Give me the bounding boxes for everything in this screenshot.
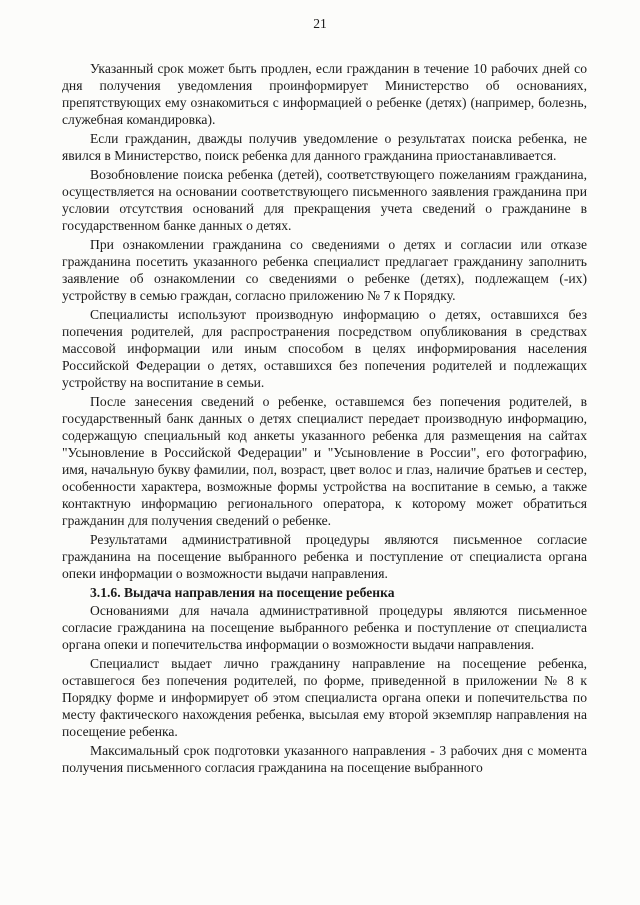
paragraph-referral-issuance: Специалист выдает лично гражданину направление на посещение ребенка, оставшегося без попечения родителей, по форме, приведенной в приложении № 8 к Порядку форме и информирует об этом специалиста органа опеки и попечительства по месту фактического нахождения ребенка, высылая ему второй экземпляр направления на посещение ребенка.: [62, 656, 587, 739]
paragraph-search-resumption: Возобновление поиска ребенка (детей), соответствующего пожеланиям гражданина, осуществляется на основании соответствующего письменного заявления гражданина при условии отсутствия оснований для прекращения учета сведений о гражданине в государственном банке данных о детях.: [62, 167, 587, 233]
page-body: [62, 60, 587, 778]
paragraph-procedure-results: Результатами административной процедуры являются письменное согласие гражданина на посещение выбранного ребенка и поступление от специалиста органа опеки информации о возможности выдачи направления.: [62, 532, 587, 581]
paragraph-search-suspension: Если гражданин, дважды получив уведомление о результатах поиска ребенка, не явился в Министерство, поиск ребенка для данного гражданина приостанавливается.: [62, 131, 587, 163]
page-number: 21: [313, 16, 327, 31]
paragraph-derived-info-usage: Специалисты используют производную информацию о детях, оставшихся без попечения родителей, для распространения посредством опубликования в средствах массовой информации или иным способом в целях информирования населения Российской Федерации о детях, оставшихся без попечения родителей и подлежащих устройству на воспитание в семьи.: [62, 307, 587, 390]
paragraph-max-term: Максимальный срок подготовки указанного направления - 3 рабочих дня с момента получения письменного согласия гражданина на посещение выбранного: [62, 743, 587, 775]
paragraph-term-extension: Указанный срок может быть продлен, если гражданин в течение 10 рабочих дней со дня получения уведомления проинформирует Министерство об основаниях, препятствующих ему ознакомиться с информацией о ребенке (детях) (например, болезнь, служебная командировка).: [62, 61, 587, 127]
paragraph-data-bank-entry: После занесения сведений о ребенке, оставшемся без попечения родителей, в государственный банк данных о детях специалист передает производную информацию, содержащую специальный код анкеты указанного ребенка для размещения на сайтах "Усыновление в Российской Федерации" и "Усыновление в России", его фотографию, имя, начальную букву фамилии, пол, возраст, цвет волос и глаз, наличие братьев и сестер, особенности характера, возможные формы устройства на воспитание в семью, а также контактную информацию регионального оператора, к которому может обратиться гражданин для получения сведений о ребенке.: [62, 394, 587, 528]
section-heading: 3.1.6. Выдача направления на посещение ребенка: [90, 585, 395, 600]
paragraph-familiarization: При ознакомлении гражданина со сведениями о детях и согласии или отказе гражданина посетить указанного ребенка специалист предлагает гражданину заполнить заявление об ознакомлении со сведениями о ребенке (детях), подлежащем (-их) устройству в семью граждан, согласно приложению № 7 к Порядку.: [62, 237, 587, 303]
paragraph-procedure-grounds: Основаниями для начала административной процедуры являются письменное согласие гражданина на посещение выбранного ребенка и поступление от специалиста органа опеки и попечительства информации о возможности выдачи направления.: [62, 603, 587, 652]
